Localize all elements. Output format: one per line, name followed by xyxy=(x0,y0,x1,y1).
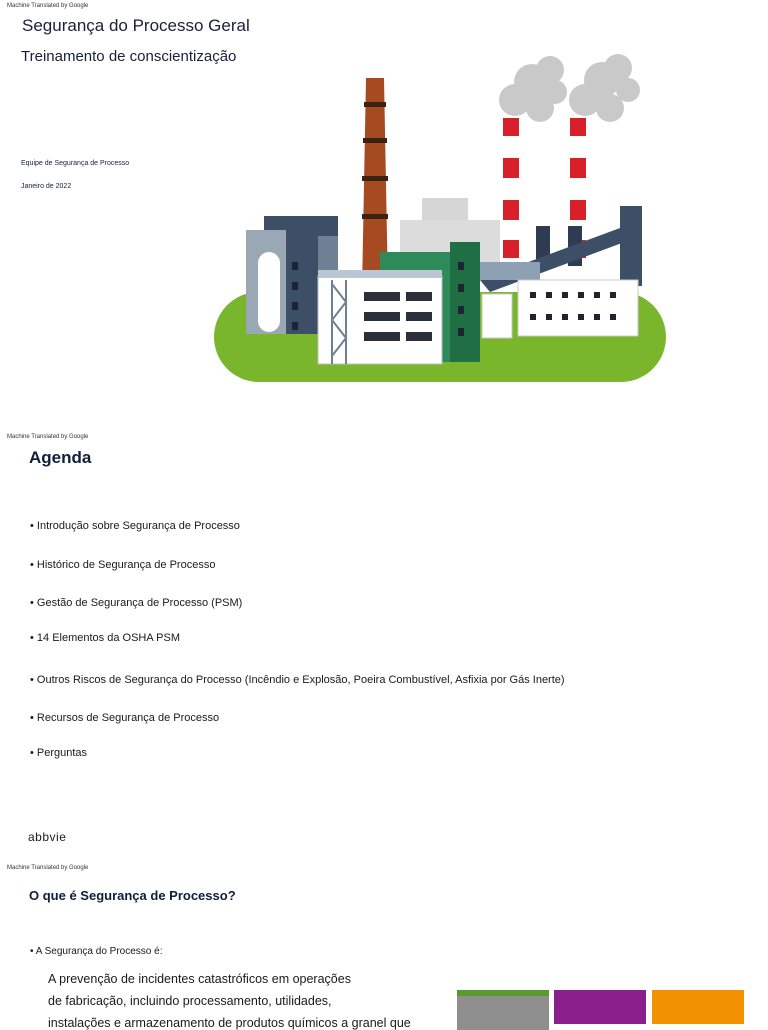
team-name: Equipe de Segurança de Processo xyxy=(21,160,130,167)
presentation-date: Janeiro de 2022 xyxy=(21,183,72,190)
agenda-item: • Outros Riscos de Segurança do Processo (Incêndio e Explosão, Poeira Combustível, Asfixia por Gás Inerte) xyxy=(30,674,565,686)
agenda-item: • Recursos de Segurança de Processo xyxy=(30,712,220,724)
smoke-clouds xyxy=(499,54,640,122)
definition-line: de fabricação, incluindo processamento, utilidades, xyxy=(48,994,332,1008)
agenda-item: • 14 Elementos da OSHA PSM xyxy=(30,632,180,644)
page-title: Segurança do Processo Geral xyxy=(22,16,250,35)
abbvie-logo: abbvie xyxy=(28,830,67,844)
machine-translated-note: Machine Translated by Google xyxy=(7,865,89,871)
machine-translated-note: Machine Translated by Google xyxy=(7,434,89,440)
machine-translated-note: Machine Translated by Google xyxy=(7,3,89,9)
section-title: O que é Segurança de Processo? xyxy=(29,888,236,903)
factory-illustration xyxy=(200,30,680,390)
orange-tile xyxy=(652,990,744,1024)
agenda-item: • Introdução sobre Segurança de Processo xyxy=(30,520,240,532)
section-bullet: • A Segurança do Processo é: xyxy=(30,946,163,957)
photo-tile xyxy=(457,990,549,1030)
agenda-title: Agenda xyxy=(29,448,92,467)
right-building xyxy=(518,280,638,336)
agenda-item: • Gestão de Segurança de Processo (PSM) xyxy=(30,597,243,609)
purple-tile xyxy=(554,990,646,1024)
definition-line: instalações e armazenamento de produtos químicos a granel que xyxy=(48,1016,411,1030)
agenda-item: • Histórico de Segurança de Processo xyxy=(30,559,216,571)
page-subtitle: Treinamento de conscientização xyxy=(21,48,237,65)
agenda-item: • Perguntas xyxy=(30,747,88,759)
striped-chimney-left xyxy=(503,118,519,258)
definition-line: A prevenção de incidentes catastróficos em operações xyxy=(48,972,351,986)
